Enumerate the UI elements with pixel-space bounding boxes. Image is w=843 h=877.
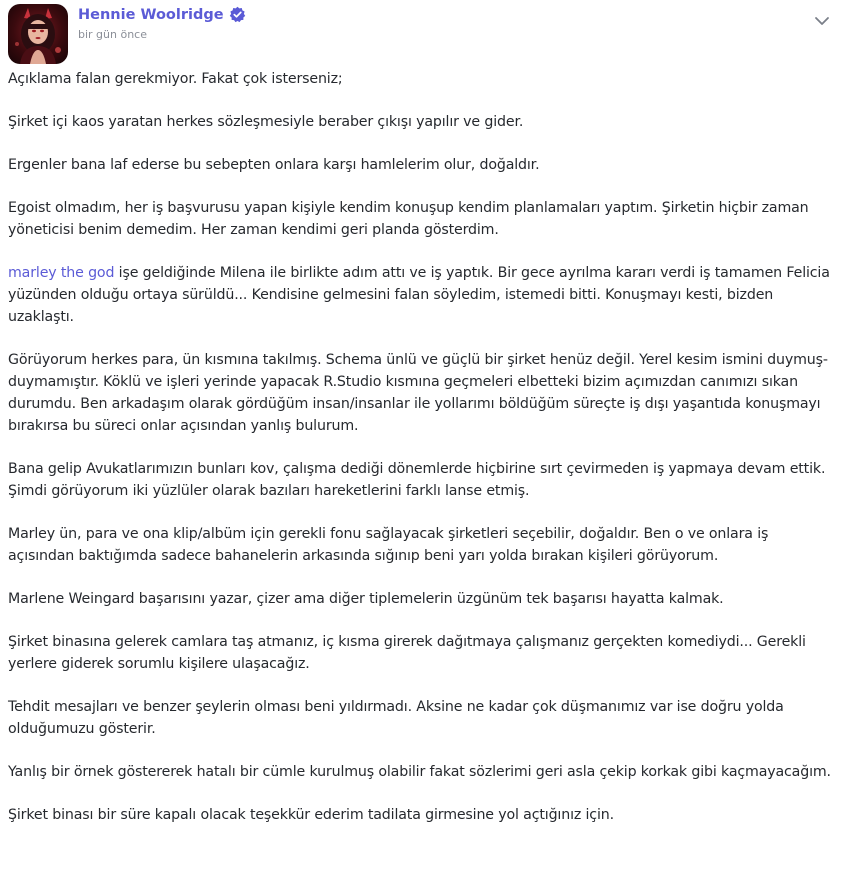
paragraph: Görüyorum herkes para, ün kısmına takılmış. Schema ünlü ve güçlü bir şirket henüz değil. Yerel kesim ismini duymuş-duymamıştır. Köklü ve işleri yerinde yapacak R.Studio kısmına geçmeleri elbetteki bizim açımızdan canımızı sıkan durumdu. Ben arkadaşım olarak gördüğüm insan/insanlar ile yollarımı böldüğüm süreçte iş dışı yaşantıda konuşmayı bırakırsa bu süreci onlar açısından yanlış bulurum. <box>8 352 828 434</box>
paragraph: Ergenler bana laf ederse bu sebepten onlara karşı hamlelerim olur, doğaldır. <box>8 157 540 173</box>
paragraph: Açıklama falan gerekmiyor. Fakat çok isterseniz; <box>8 71 343 87</box>
chevron-down-icon[interactable] <box>813 12 831 30</box>
user-mention-link[interactable]: marley the god <box>8 265 115 281</box>
avatar[interactable] <box>8 4 68 64</box>
paragraph: Marley ün, para ve ona klip/albüm için gerekli fonu sağlayacak şirketleri seçebilir, doğaldır. Ben o ve onlara iş açısından baktığımda sadece bahanelerin arkasında sığınıp beni yarı yolda bırakan kişileri görüyorum. <box>8 526 769 564</box>
author-line <box>78 6 246 23</box>
paragraph: marley the god işe geldiğinde Milena ile birlikte adım attı ve iş yaptık. Bir gece ayrılma kararı verdi iş tamamen Felicia yüzünden olduğu ortaya sürüldü... Kendisine gelmesini falan söyledim, istemedi bitti. Konuşmayı kesti, bizden uzaklaştı. <box>8 265 830 325</box>
paragraph: Tehdit mesajları ve benzer şeylerin olması beni yıldırmadı. Aksine ne kadar çok düşmanımız var ise doğru yolda olduğumuzu gösterir. <box>8 699 784 737</box>
paragraph: Şirket içi kaos yaratan herkes sözleşmesiyle beraber çıkışı yapılır ve gider. <box>8 114 524 130</box>
paragraph: Yanlış bir örnek göstererek hatalı bir cümle kurulmuş olabilir fakat sözlerimi geri asla çekip korkak gibi kaçmayacağım. <box>8 764 831 780</box>
paragraph: Şirket binası bir süre kapalı olacak teşekkür ederim tadilata girmesine yol açtığınız için. <box>8 807 614 823</box>
verified-badge-icon <box>229 6 246 23</box>
post-header <box>8 4 843 64</box>
author-name[interactable]: Hennie Woolridge <box>78 6 224 23</box>
paragraph: Marlene Weingard başarısını yazar, çizer ama diğer tiplemelerin üzgünüm tek başarısı hayatta kalmak. <box>8 591 724 607</box>
paragraph: Bana gelip Avukatlarımızın bunları kov, çalışma dediği dönemlerde hiçbirine sırt çevirmeden iş yapmaya devam ettik. Şimdi görüyorum iki yüzlüler olarak bazıları hareketlerini farklı lanse etmiş. <box>8 461 826 499</box>
paragraph: Egoist olmadım, her iş başvurusu yapan kişiyle kendim konuşup kendim planlamaları yaptım. Şirketin hiçbir zaman yöneticisi benim demedim. Her zaman kendimi geri planda gösterdim. <box>8 200 809 238</box>
paragraph: Şirket binasına gelerek camlara taş atmanız, iç kısma girerek dağıtmaya çalışmanız gerçekten komediydi... Gerekli yerlere giderek sorumlu kişilere ulaşacağız. <box>8 634 806 672</box>
post-body <box>8 68 838 847</box>
post-timestamp: bir gün önce <box>78 28 147 41</box>
